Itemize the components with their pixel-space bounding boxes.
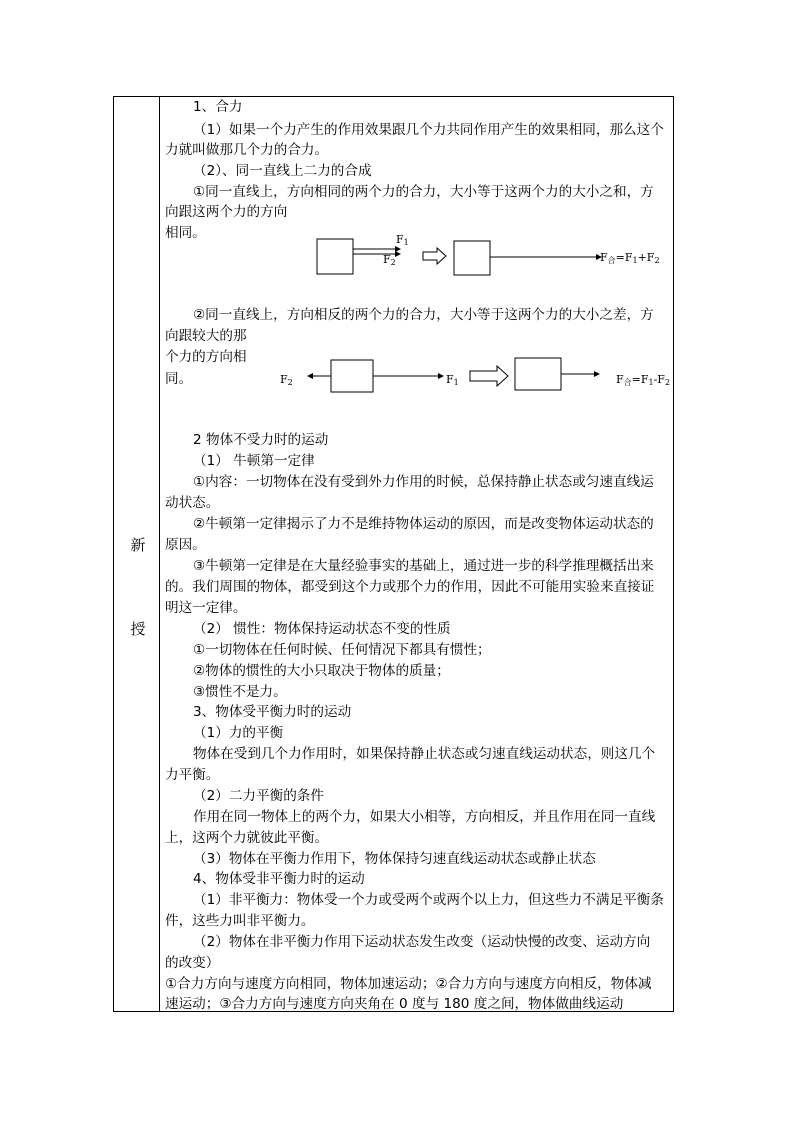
text-line: （2）物体在非平衡力作用下运动状态发生改变（运动快慢的改变、运动方向 (193, 934, 651, 950)
label-resultant: F合=F1-F2 (616, 373, 671, 387)
text-line: ③牛顿第一定律是在大量经验事实的基础上，通过进一步的科学推理概括出来 (193, 558, 654, 574)
text-line: 作用在同一物体上的两个力，如果大小相等，方向相反，并且作用在同一直线 (193, 809, 656, 825)
section-heading: 2 物体不受力时的运动 (193, 432, 329, 448)
text-line: 物体在受到几个力作用时，如果保持静止状态或匀速直线运动状态，则这几个 (193, 746, 656, 762)
side-label-char-2: 授 (130, 620, 146, 638)
text-line: （1）如果一个力产生的作用效果跟几个力共同作用产生的效果相同，那么这个 (193, 122, 664, 138)
text-line: 上，这两个力就彼此平衡。 (165, 830, 329, 846)
text-line: 原因。 (165, 537, 206, 553)
column-divider (159, 96, 160, 1012)
label-f1: F1 (396, 233, 409, 247)
subsection-heading: （2） 惯性：物体保持运动状态不变的性质 (193, 621, 451, 637)
section-heading: 3、物体受平衡力时的运动 (193, 704, 352, 720)
label-resultant: F合=F1+F2 (600, 251, 660, 265)
text-line: 力就叫做那几个力的合力。 (165, 142, 329, 158)
text-line: （1）非平衡力：物体受一个力或受两个或两个以上力，但这些力不满足平衡条 (193, 892, 664, 908)
text-line: ①一切物体在任何时候、任何情况下都具有惯性； (193, 642, 491, 658)
block (331, 360, 373, 392)
text-line: 同。 (165, 371, 193, 387)
text-line: 动状态。 (165, 495, 220, 511)
block (317, 239, 353, 274)
block-result (454, 241, 490, 275)
text-line: ①合力方向与速度方向相同，物体加速运动；②合力方向与速度方向相反，物体减 (165, 976, 652, 992)
text-line: 相同。 (165, 225, 206, 241)
text-line: 向跟这两个力的方向 (165, 204, 288, 220)
section-heading: 1、合力 (193, 99, 243, 115)
text-line: 速运动；③合力方向与速度方向夹角在 0 度与 180 度之间，物体做曲线运动 (165, 996, 624, 1012)
text-line: ①同一直线上，方向相同的两个力的合力，大小等于这两个力的大小之和，方 (193, 184, 654, 200)
text-line: 的改变） (165, 955, 220, 971)
text-line: ②牛顿第一定律揭示了力不是维持物体运动的原因，而是改变物体运动状态的 (193, 516, 654, 532)
subsection-heading: （1）力的平衡 (193, 725, 284, 741)
text-line: 的。我们周围的物体，都受到这个力或那个力的作用，因此不可能用实验来直接证 (165, 579, 655, 595)
force-diagram-opposite-direction (278, 352, 673, 400)
text-line: ③惯性不是力。 (193, 684, 287, 700)
text-line: （3）物体在平衡力作用下，物体保持匀速直线运动状态或静止状态 (193, 851, 596, 867)
subsection-heading: （2）二力平衡的条件 (193, 788, 324, 804)
text-line: 明这一定律。 (165, 600, 247, 616)
equivalence-arrow (470, 366, 508, 386)
equivalence-arrow (423, 248, 446, 264)
label-f2: F2 (280, 373, 293, 387)
text-line: ①内容：一切物体在没有受到外力作用的时候，总保持静止状态或匀速直线运 (193, 474, 654, 490)
subsection-heading: （2）、同一直线上二力的合成 (193, 163, 372, 179)
text-line: 件，这些力叫非平衡力。 (165, 913, 315, 929)
text-line: ②物体的惯性的大小只取决于物体的质量； (193, 663, 450, 679)
block-result (515, 358, 561, 390)
text-line: 向跟较大的那 (165, 328, 247, 344)
section-heading: 4、物体受非平衡力时的运动 (193, 871, 365, 887)
text-line: 力平衡。 (165, 767, 220, 783)
text-line: 个力的方向相 (165, 349, 247, 365)
label-f1: F1 (446, 373, 459, 387)
subsection-heading: （1） 牛顿第一定律 (193, 453, 315, 469)
force-diagram-same-direction (310, 228, 670, 280)
text-line: ②同一直线上，方向相反的两个力的合力，大小等于这两个力的大小之差，方 (193, 307, 654, 323)
side-label-char-1: 新 (130, 536, 146, 554)
label-f2: F2 (383, 253, 396, 267)
